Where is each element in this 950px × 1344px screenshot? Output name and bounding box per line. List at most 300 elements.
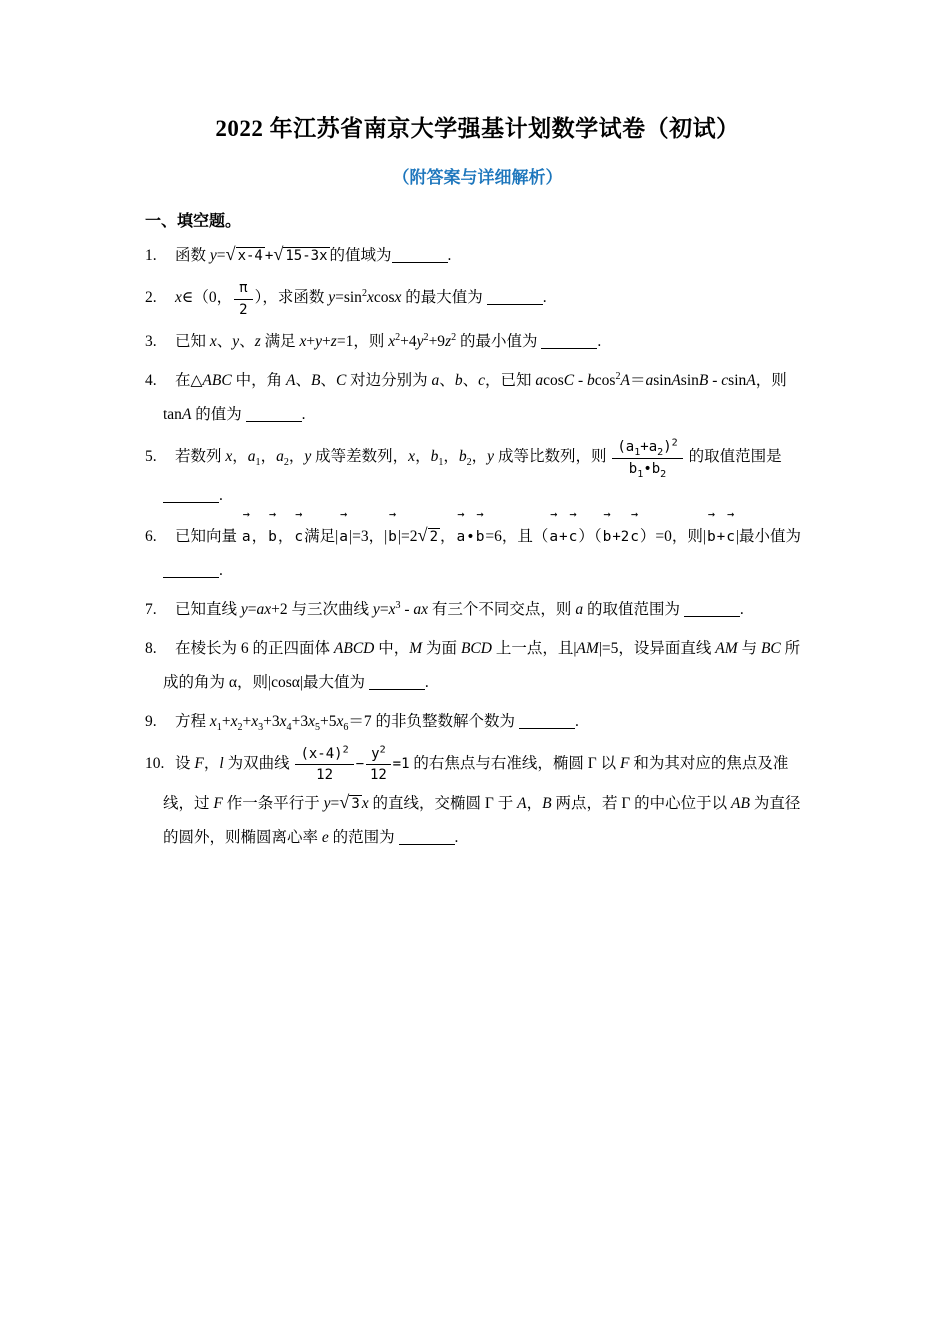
math-italic: z <box>445 332 452 350</box>
vector-symbol <box>602 506 612 554</box>
math-mono: • <box>466 528 475 545</box>
math-italic: x <box>388 332 396 350</box>
math-italic: y <box>487 448 495 466</box>
question-number: 5. <box>145 448 157 466</box>
question-item <box>145 325 810 359</box>
vector-letter: c <box>568 528 578 545</box>
math-italic: y <box>209 247 217 264</box>
radical-icon: √ <box>273 244 284 264</box>
text-run: 在棱长为 6 的正四面体 <box>175 639 334 657</box>
math-italic: BC <box>760 639 781 657</box>
math-italic: A <box>517 795 527 813</box>
math-mono: (a <box>617 438 635 455</box>
superscript: 2 <box>342 743 349 755</box>
text-run: ，则 tan <box>163 371 787 423</box>
text-run: ， <box>260 448 277 466</box>
text-run: 的取值范围是 <box>684 448 782 466</box>
superscript: 2 <box>395 331 401 343</box>
answer-blank <box>163 564 219 578</box>
math-mono: 12 <box>369 767 387 784</box>
vector-arrow-icon: → <box>603 506 611 521</box>
superscript: 2 <box>361 288 367 300</box>
text-run: 方程 <box>175 712 210 730</box>
fraction-denominator <box>366 765 391 785</box>
fraction-numerator <box>612 437 682 459</box>
vector-letter: b <box>388 528 397 545</box>
vector-arrow-icon: → <box>476 506 484 521</box>
page-subtitle: （附答案与详细解析） <box>392 168 563 187</box>
math-italic: x <box>225 448 233 466</box>
math-sqrt <box>417 524 440 545</box>
vector-letter: b <box>475 528 485 545</box>
math-mono: 12 <box>316 767 333 784</box>
math-italic: b <box>454 371 463 389</box>
question-item <box>145 705 810 739</box>
text-run: sin <box>653 371 672 389</box>
subscript: 1 <box>255 457 261 469</box>
subscript: 2 <box>657 446 664 458</box>
text-run: ， <box>415 448 431 466</box>
math-italic: BCD <box>460 639 492 657</box>
math-italic: AM <box>715 639 738 657</box>
math-italic: C <box>335 371 347 389</box>
math-italic: b <box>587 371 595 389</box>
text-run: =1，则 <box>336 332 389 350</box>
text-run: ＝ <box>629 371 646 389</box>
text-run: = <box>216 247 226 264</box>
text-run: ， <box>232 448 248 466</box>
text-run: . <box>424 673 429 691</box>
math-italic: c <box>721 371 729 389</box>
superscript: 3 <box>395 599 401 611</box>
vector-symbol <box>568 506 578 554</box>
superscript: 2 <box>423 331 429 343</box>
question-body <box>175 333 601 350</box>
question-item <box>145 278 810 320</box>
math-italic: x <box>308 712 315 730</box>
text-run: =sin <box>335 289 362 307</box>
vector-arrow-icon: → <box>726 506 735 521</box>
text-run: . <box>739 600 744 618</box>
text-run: cos <box>373 289 395 307</box>
text-run: +4 <box>400 332 417 350</box>
vector-arrow-icon: → <box>707 506 716 521</box>
subscript: 2 <box>466 457 472 469</box>
text-run: 、 <box>216 332 233 350</box>
text-run: . <box>219 486 223 504</box>
question-body <box>175 601 744 618</box>
subscript: 1 <box>438 457 444 469</box>
subscript: 2 <box>237 721 243 733</box>
text-run: |最小值为 <box>735 527 802 545</box>
subscript: 5 <box>314 721 320 733</box>
text-run: 的最大值为 <box>401 289 487 307</box>
math-sqrt <box>339 792 361 813</box>
text-run: = <box>247 600 257 618</box>
text-run: 满足| <box>304 527 339 545</box>
math-mono: + <box>559 528 568 545</box>
fraction-numerator <box>234 278 252 300</box>
math-italic: y <box>240 600 248 618</box>
text-run: 满足 <box>260 332 300 350</box>
vector-symbol <box>707 506 716 554</box>
text-run: = <box>330 795 340 813</box>
math-mono: 2 <box>239 301 248 318</box>
text-run: +2 与三次曲线 <box>271 600 373 618</box>
section-header: 一、填空题。 <box>145 213 242 230</box>
text-run: +3 <box>291 712 309 730</box>
text-run: 函数 <box>175 247 210 264</box>
text-run: 的取值范围为 <box>583 600 684 618</box>
math-mono: π <box>239 280 248 296</box>
math-italic: B <box>310 371 321 389</box>
fraction-numerator <box>366 744 391 766</box>
text-run: |=2 <box>397 527 418 545</box>
question-number: 1. <box>145 247 157 264</box>
vector-letter: b <box>602 528 612 545</box>
vector-arrow-icon: → <box>630 506 639 521</box>
radicand: x-4 <box>237 248 263 264</box>
fraction-numerator <box>295 744 353 766</box>
vector-symbol <box>339 506 348 554</box>
text-run: 设 <box>175 755 195 773</box>
subscript: 4 <box>286 721 292 733</box>
answer-blank <box>246 408 302 422</box>
text-run: ）=0，则| <box>639 527 707 545</box>
question-number: 9. <box>145 712 157 730</box>
answer-blank <box>487 291 543 305</box>
text-run: 、 <box>462 371 479 389</box>
math-italic: x <box>394 289 402 307</box>
math-italic: l <box>219 755 224 773</box>
question-body <box>163 506 802 579</box>
math-italic: x <box>361 795 369 813</box>
math-italic: y <box>323 795 331 813</box>
math-fraction <box>612 437 682 479</box>
text-run: - <box>574 371 588 389</box>
text-run: ），求函数 <box>254 289 329 307</box>
math-mono: (x-4) <box>300 745 343 762</box>
math-italic: x <box>230 712 238 730</box>
text-run: cos <box>543 371 564 389</box>
math-sqrt <box>225 244 265 264</box>
fraction-denominator <box>234 300 252 320</box>
question-body <box>175 712 579 733</box>
text-run: ， <box>203 755 220 773</box>
text-run: . <box>597 332 602 350</box>
answer-blank <box>684 603 740 617</box>
question-list <box>145 237 810 855</box>
math-italic: ax <box>256 600 272 618</box>
question-body <box>163 743 801 847</box>
vector-symbol <box>630 506 639 554</box>
text-run: 在△ <box>175 371 203 389</box>
radicand: 2 <box>429 528 438 545</box>
question-number: 7. <box>145 600 157 618</box>
text-run: - <box>400 600 414 618</box>
math-italic: y <box>304 448 312 466</box>
text-run: ， <box>251 527 268 545</box>
text-run: + <box>221 712 231 730</box>
math-italic: A <box>620 371 630 389</box>
text-run: ＝7 的非负整数解个数为 <box>348 712 519 730</box>
superscript: 2 <box>451 331 457 343</box>
question-number: 4. <box>145 371 157 389</box>
text-run: +5 <box>320 712 337 730</box>
math-mono: =1 <box>392 756 410 773</box>
math-italic: c <box>478 371 485 389</box>
text-run: 两点，若 Γ 的中心位于以 <box>551 795 732 813</box>
text-run: ∈（0， <box>181 289 233 307</box>
vector-arrow-icon: → <box>242 506 250 521</box>
math-italic: a <box>431 371 440 389</box>
text-run: sin <box>728 371 747 389</box>
math-italic: A <box>671 371 681 389</box>
math-italic: F <box>194 755 204 773</box>
vector-letter: a <box>549 528 559 545</box>
text-run: ）（ <box>578 527 602 545</box>
page-title: 2022 年江苏省南京大学强基计划数学试卷（初试） <box>215 116 740 141</box>
superscript: 2 <box>379 743 386 755</box>
subscript: 2 <box>660 468 667 480</box>
subscript: 1 <box>216 721 222 733</box>
math-italic: a <box>575 600 584 618</box>
subscript: 1 <box>634 446 641 458</box>
math-italic: b <box>458 448 467 466</box>
math-italic: ABC <box>202 371 232 389</box>
text-run: ， <box>440 527 456 545</box>
text-run: 已知向量 <box>175 527 241 545</box>
text-run: + <box>322 332 331 350</box>
vector-letter: c <box>630 528 639 545</box>
math-italic: a <box>645 371 654 389</box>
text-run: + <box>306 332 316 350</box>
answer-blank <box>163 489 219 503</box>
vector-arrow-icon: → <box>569 506 577 521</box>
text-run: 中， <box>374 639 410 657</box>
text-run: 为面 <box>422 639 461 657</box>
vector-symbol <box>388 506 397 554</box>
math-mono: b <box>628 460 638 477</box>
math-italic: a <box>247 448 256 466</box>
vector-letter: c <box>726 528 735 545</box>
text-run: . <box>301 405 306 423</box>
math-italic: y <box>315 332 323 350</box>
superscript: 2 <box>671 437 678 449</box>
math-italic: AM <box>576 639 599 657</box>
math-italic: ax <box>413 600 429 618</box>
text-run: ， <box>288 448 305 466</box>
text-run: 有三个不同交点，则 <box>428 600 576 618</box>
vector-symbol <box>241 506 251 554</box>
math-italic: z <box>330 332 337 350</box>
math-italic: y <box>328 289 336 307</box>
math-italic: C <box>563 371 575 389</box>
math-italic: x <box>175 289 182 307</box>
answer-blank <box>392 249 448 263</box>
math-mono: •b <box>643 460 661 477</box>
text-run: 若数列 <box>175 448 226 466</box>
question-number: 8. <box>145 639 157 657</box>
vector-arrow-icon: → <box>295 506 303 521</box>
text-run: 已知 <box>175 332 210 350</box>
text-run: 的直线，交椭圆 Γ 于 <box>368 795 518 813</box>
math-fraction <box>366 744 391 786</box>
vector-symbol <box>456 506 466 554</box>
question-body <box>175 244 452 264</box>
subscript: 1 <box>637 468 644 480</box>
text-run: . <box>447 247 452 264</box>
text-run: 、 <box>320 371 336 389</box>
math-italic: B <box>698 371 709 389</box>
text-run: . <box>219 561 223 579</box>
text-run: 的值域为 <box>329 247 392 264</box>
text-run: 已知直线 <box>175 600 241 618</box>
text-run: 上一点，且| <box>491 639 577 657</box>
text-run: ， <box>277 527 294 545</box>
math-italic: x <box>279 712 287 730</box>
math-mono: − <box>355 756 365 773</box>
text-run: 的值为 <box>191 405 246 423</box>
math-fraction <box>234 278 252 320</box>
question-item <box>145 437 810 513</box>
math-italic: A <box>746 371 756 389</box>
vector-arrow-icon: → <box>388 506 397 521</box>
text-run: 与 <box>737 639 761 657</box>
subscript: 3 <box>258 721 264 733</box>
radical-icon: √ <box>417 524 428 545</box>
text-run: sin <box>680 371 699 389</box>
math-italic: M <box>409 639 423 657</box>
text-run: +9 <box>428 332 446 350</box>
math-mono: ) <box>663 438 672 455</box>
question-item <box>145 593 810 627</box>
question-number: 10. <box>145 755 165 773</box>
vector-arrow-icon: → <box>550 506 558 521</box>
text-run: ， <box>443 448 459 466</box>
math-italic: F <box>619 755 630 773</box>
text-run: 的右焦点与右准线，椭圆 Γ 以 <box>409 755 620 773</box>
math-mono: + <box>716 528 726 545</box>
radical-icon: √ <box>339 792 350 813</box>
math-italic: x <box>299 332 307 350</box>
math-italic: F <box>213 795 223 813</box>
text-run: 、 <box>239 332 255 350</box>
question-number: 6. <box>145 527 157 545</box>
text-run: 和为其对应的焦点及准线，过 <box>163 755 789 813</box>
vector-letter: a <box>456 528 466 545</box>
question-item <box>145 632 810 700</box>
question-item <box>145 237 810 273</box>
text-run: . <box>454 829 459 847</box>
question-number: 2. <box>145 289 157 307</box>
question-body <box>163 437 782 504</box>
math-italic: x <box>336 712 344 730</box>
math-italic: A <box>181 405 192 423</box>
radicand: 15-3x <box>285 248 328 264</box>
question-body <box>163 372 787 423</box>
answer-blank <box>399 831 455 845</box>
text-run: 的最小值为 <box>456 332 542 350</box>
text-run: cos <box>594 371 616 389</box>
math-fraction <box>295 744 353 786</box>
text-run: +3 <box>263 712 280 730</box>
text-run: ， <box>471 448 488 466</box>
math-italic: A <box>285 371 296 389</box>
vector-letter: a <box>339 528 348 545</box>
vector-arrow-icon: → <box>268 506 277 521</box>
math-sqrt <box>273 244 329 264</box>
math-mono: + <box>264 248 274 264</box>
text-run: 中，角 <box>231 371 286 389</box>
vector-symbol <box>549 506 559 554</box>
text-run: . <box>574 712 579 730</box>
question-item <box>145 506 810 588</box>
text-run: 为双曲线 <box>223 755 294 773</box>
text-run: 、 <box>295 371 311 389</box>
radicand: 3 <box>351 796 360 813</box>
math-italic: x <box>251 712 259 730</box>
math-italic: x <box>209 712 217 730</box>
vector-letter: c <box>294 528 304 545</box>
text-run: . <box>542 289 547 307</box>
fraction-denominator <box>295 765 353 785</box>
subscript: 2 <box>283 457 289 469</box>
fraction-denominator <box>612 459 682 479</box>
answer-blank <box>369 676 425 690</box>
math-italic: a <box>535 371 544 389</box>
text-run: |=5，设异面直线 <box>598 639 716 657</box>
answer-blank <box>541 335 597 349</box>
answer-blank <box>519 715 575 729</box>
text-run: 成等差数列， <box>311 448 409 466</box>
question-item <box>145 743 810 856</box>
text-run: - <box>708 371 722 389</box>
text-run: 所成的角为 α，则|cosα|最大值为 <box>163 639 801 691</box>
math-mono: +a <box>640 438 658 455</box>
math-italic: y <box>416 332 424 350</box>
vector-symbol <box>475 506 485 554</box>
math-italic: y <box>232 332 240 350</box>
text-run: 成等比数列，则 <box>494 448 611 466</box>
text-run: =6，且（ <box>485 527 549 545</box>
vector-letter: b <box>707 528 716 545</box>
math-italic: y <box>372 600 380 618</box>
question-number: 3. <box>145 332 157 350</box>
vector-symbol <box>294 506 304 554</box>
superscript: 2 <box>615 370 621 382</box>
question-body <box>163 640 800 691</box>
text-run: 作一条平行于 <box>222 795 324 813</box>
vector-letter: a <box>241 528 251 545</box>
math-italic: x <box>388 600 396 618</box>
math-italic: B <box>542 795 552 813</box>
math-italic: x <box>408 448 416 466</box>
math-italic: x <box>366 289 374 307</box>
subscript: 6 <box>343 721 349 733</box>
text-run: |=3，| <box>348 527 388 545</box>
text-run: 的范围为 <box>328 829 399 847</box>
math-italic: z <box>254 332 261 350</box>
math-mono: y <box>371 745 380 762</box>
text-run: 为直径的圆外，则椭圆离心率 <box>163 795 801 847</box>
text-run: = <box>379 600 389 618</box>
text-run: ， <box>526 795 543 813</box>
math-italic: a <box>276 448 284 466</box>
math-italic: x <box>209 332 217 350</box>
math-italic: ABCD <box>333 639 375 657</box>
text-run: 、 <box>439 371 455 389</box>
